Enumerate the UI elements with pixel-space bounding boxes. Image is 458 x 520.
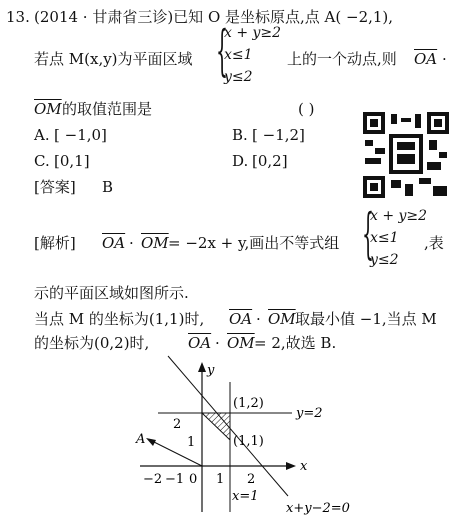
option-d-value: [0,2] bbox=[252, 152, 288, 170]
analysis-vector-om: $\overline{OM}$ bbox=[141, 234, 169, 252]
option-d-label: D. bbox=[232, 152, 249, 170]
analysis-line3-dot: · bbox=[256, 310, 261, 328]
analysis-constraint-1: x + y≥2 bbox=[370, 208, 428, 224]
analysis-line4a: 的坐标为(0,2)时, bbox=[34, 334, 150, 352]
answer-value: B bbox=[102, 178, 114, 196]
answer-tag: [答案] bbox=[34, 178, 76, 196]
analysis-constraint-system: { x + y≥2 x≤1 y≤2 bbox=[362, 202, 428, 268]
vector-oa-arrowhead bbox=[146, 438, 156, 446]
answer-paren: ( ) bbox=[298, 100, 315, 118]
problem-line1: (2014 · 甘肃省三诊)已知 O 是坐标原点,点 A( −2,1), bbox=[34, 8, 394, 26]
vector-om: $\overline{OM}$ bbox=[34, 100, 62, 118]
analysis-constraint-3: y≤2 bbox=[370, 252, 399, 268]
option-a-value: [ −1,0] bbox=[54, 126, 107, 144]
analysis-line4-vector-oa: $\overline{OA}$ bbox=[188, 334, 212, 352]
xtick-neg2: −2 bbox=[143, 472, 163, 487]
analysis-line3b: 取最小值 −1,当点 M bbox=[295, 310, 437, 328]
line-sum-label: x+y−2=0 bbox=[286, 501, 350, 516]
y-axis-arrow bbox=[198, 362, 206, 372]
constraint-system: { x + y≥2 x≤1 y≤2 bbox=[216, 19, 282, 85]
point-a-label: A bbox=[136, 432, 146, 447]
ytick-1: 1 bbox=[187, 435, 196, 450]
analysis-after-system: ,表 bbox=[424, 234, 444, 252]
analysis-vector-oa: $\overline{OA}$ bbox=[102, 234, 126, 252]
point-12-label: (1,2) bbox=[233, 396, 264, 411]
xtick-1: 1 bbox=[216, 472, 225, 487]
option-c-label: C. bbox=[34, 152, 50, 170]
line-sum bbox=[168, 356, 288, 496]
analysis-line4-dot: · bbox=[215, 334, 220, 352]
analysis-line2: 示的平面区域如图所示. bbox=[34, 284, 189, 302]
analysis-line4b: = 2,故选 B. bbox=[254, 334, 337, 352]
point-11-label: (1,1) bbox=[233, 434, 264, 449]
x-axis-label: x bbox=[300, 459, 308, 474]
analysis-line3a: 当点 M 的坐标为(1,1)时, bbox=[34, 310, 205, 328]
line-y2-label: y=2 bbox=[296, 406, 323, 421]
problem-line3: 的取值范围是 bbox=[62, 100, 153, 118]
constraint-3: y≤2 bbox=[224, 69, 253, 85]
x-axis-arrow bbox=[286, 462, 296, 470]
analysis-line4-vector-om: $\overline{OM}$ bbox=[227, 334, 255, 352]
problem-line2b: 上的一个动点,则 bbox=[287, 50, 397, 68]
xtick-neg1: −1 bbox=[165, 472, 185, 487]
line-x1-label: x=1 bbox=[232, 489, 259, 504]
ytick-2: 2 bbox=[173, 417, 182, 432]
option-b-label: B. bbox=[232, 126, 248, 144]
option-b-value: [ −1,2] bbox=[252, 126, 305, 144]
analysis-line3-vector-om: $\overline{OM}$ bbox=[268, 310, 296, 328]
problem-line2a: 若点 M(x,y)为平面区域 bbox=[34, 50, 193, 68]
vector-oa: $\overline{OA}$ bbox=[414, 50, 438, 68]
y-axis-label: y bbox=[207, 363, 215, 378]
xtick-2: 2 bbox=[247, 472, 256, 487]
analysis-dot: · bbox=[129, 234, 134, 252]
dot-symbol: · bbox=[442, 50, 447, 68]
constraint-2: x≤1 bbox=[224, 47, 253, 63]
feasible-region bbox=[202, 413, 230, 440]
analysis-line3-vector-oa: $\overline{OA}$ bbox=[229, 310, 253, 328]
analysis-expr: = −2x + y,画出不等式组 bbox=[168, 234, 340, 252]
option-c-value: [0,1] bbox=[54, 152, 90, 170]
option-a-label: A. bbox=[34, 126, 50, 144]
analysis-tag: [解析] bbox=[34, 234, 76, 252]
problem-number: 13. bbox=[6, 8, 30, 26]
analysis-constraint-2: x≤1 bbox=[370, 230, 399, 246]
xtick-0: 0 bbox=[189, 472, 198, 487]
constraint-1: x + y≥2 bbox=[224, 25, 282, 41]
